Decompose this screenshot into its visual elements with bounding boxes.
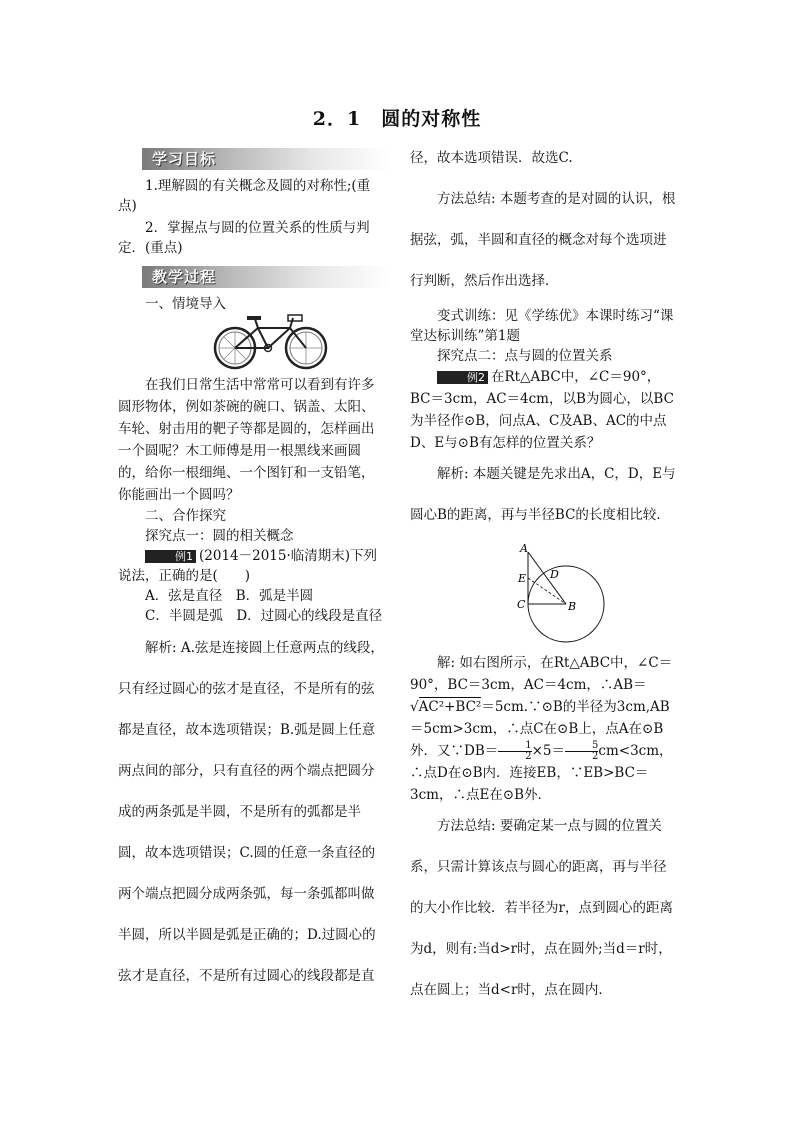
goal-1: 1.理解圆的有关概念及圆的对称性;(重点) [118, 178, 371, 214]
solution-part-1: 解: 如右图所示，在Rt△ABC中，∠C＝90°，BC＝3cm，AC＝4cm，∴AB＝ [410, 655, 673, 693]
left-column [118, 146, 386, 997]
options-a-b: A．弦是直径 B．弧是半圆 [145, 588, 314, 604]
solution-part-3: cm<3cm，∴点D在⊙B内．连接EB，∵EB>BC＝3cm，∴点E在⊙B外． [410, 743, 673, 803]
method-summary-2: 方法总结: 要确定某一点与圆的位置关系，只需计算该点与圆心的距离，再与半径的大小作比较．若半径为r，点到圆心的距离为d，则有:当d>r时，点在圆外;当d＝r时，点在圆上；当d<r时，点在圆内． [410, 818, 673, 998]
fraction-one-half: $\frac{1}{2}$ [498, 741, 531, 762]
fraction-five-halves: $\frac{5}{2}$ [565, 741, 598, 762]
analysis-1-continued: 径，故本选项错误．故选C. [410, 150, 573, 166]
analysis-1: 解析: A.弦是连接圆上任意两点的线段，只有经过圆心的弦才是直径，不是所有的弦都是直径，故本选项错误；B.弧是圆上任意两点间的部分，只有直径的两个端点把圆分成的两条弧是半圆，不是所有的弧都是半圆，故本选项错误；C.圆的任意一条直径的两个端点把圆分成两条弧，每一条弧都叫做半圆，所以半圆是弧是正确的；D.过圆心的弦才是直径，不是所有过圆心的线段都是直 [118, 640, 384, 984]
banner-label: 学习目标 [152, 150, 217, 168]
solution-paragraph: 解: 如右图所示，在Rt△ABC中，∠C＝90°，BC＝3cm，AC＝4cm，∴AB＝ √AC²+BC²＝5cm.∵⊙B的半径为3cm,AB＝5cm>3cm，∴点C在⊙B上，点A在⊙B外．又∵DB＝ $\frac{1}{2}$ ×5＝ $\frac{5}{2}$ cm<3cm，∴点D在⊙B内．连接EB，∵EB>BC＝3cm，∴点E在⊙B外． [410, 655, 673, 803]
example-1-badge: 例1 [145, 550, 196, 563]
banner-label: 教学过程 [152, 268, 217, 286]
label-a: A [520, 542, 528, 555]
sqrt-expression: AC²+BC² [418, 699, 482, 715]
options-c-d: C．半圆是弧 D．过圆心的线段是直径 [145, 608, 383, 624]
label-e: E [518, 572, 527, 585]
example-1-question: (2014－2015·临清期末)下列说法，正确的是( ) [118, 548, 378, 584]
solution-part-2: ＝5cm.∵⊙B的半径为3cm,AB＝5cm>3cm，∴点C在⊙B上，点A在⊙B外．又∵DB＝ [410, 699, 670, 759]
analysis-2: 解析: 本题关键是先求出A，C，D，E与圆心B的距离，再与半径BC的长度相比较． [410, 466, 676, 523]
circle-triangle-figure [410, 542, 678, 646]
goal-2: 2．掌握点与圆的位置关系的性质与判定．(重点) [118, 220, 370, 256]
example-2-question: 在Rt△ABC中，∠C＝90°，BC＝3cm，AC＝4cm，以B为圆心，以BC为半径作⊙B，问点A、C及AB、AC的中点D、E与⊙B有怎样的位置关系？ [410, 369, 674, 451]
right-column [410, 146, 678, 1011]
label-d: D [550, 568, 559, 581]
solution-mid: ×5＝ [531, 743, 566, 759]
page-title: 2．1 圆的对称性 [312, 108, 482, 130]
example-2-badge: 例2 [437, 371, 488, 384]
section-heading-intro: 一、情境导入 [145, 296, 226, 312]
method-summary-1: 方法总结: 本题考查的是对圆的认识，根据弦，弧，半圆和直径的概念对每个选项进行判断，然后作出选择． [410, 191, 676, 289]
bicycle-illustration [118, 314, 386, 370]
section-heading-cooperate: 二、合作探究 [145, 508, 226, 524]
explore-point-2: 探究点二：点与圆的位置关系 [437, 348, 613, 364]
label-c: C [517, 598, 526, 611]
teaching-process-banner [142, 266, 390, 288]
variant-training: 变式训练：见《学练优》本课时练习“课堂达标训练”第1题 [410, 308, 674, 344]
intro-paragraph: 在我们日常生活中常常可以看到有许多圆形物体，例如茶碗的碗口、锅盖、太阳、车轮、射击用的靶子等都是圆的，怎样画出一个圆呢？木工师傅是用一根黑线来画圆的，给你一根细绳、一个图钉和一支铅笔，你能画出一个圆吗？ [118, 377, 375, 503]
label-b: B [568, 600, 577, 613]
explore-point-1: 探究点一：圆的相关概念 [145, 528, 294, 544]
learning-goals-banner [142, 148, 390, 170]
